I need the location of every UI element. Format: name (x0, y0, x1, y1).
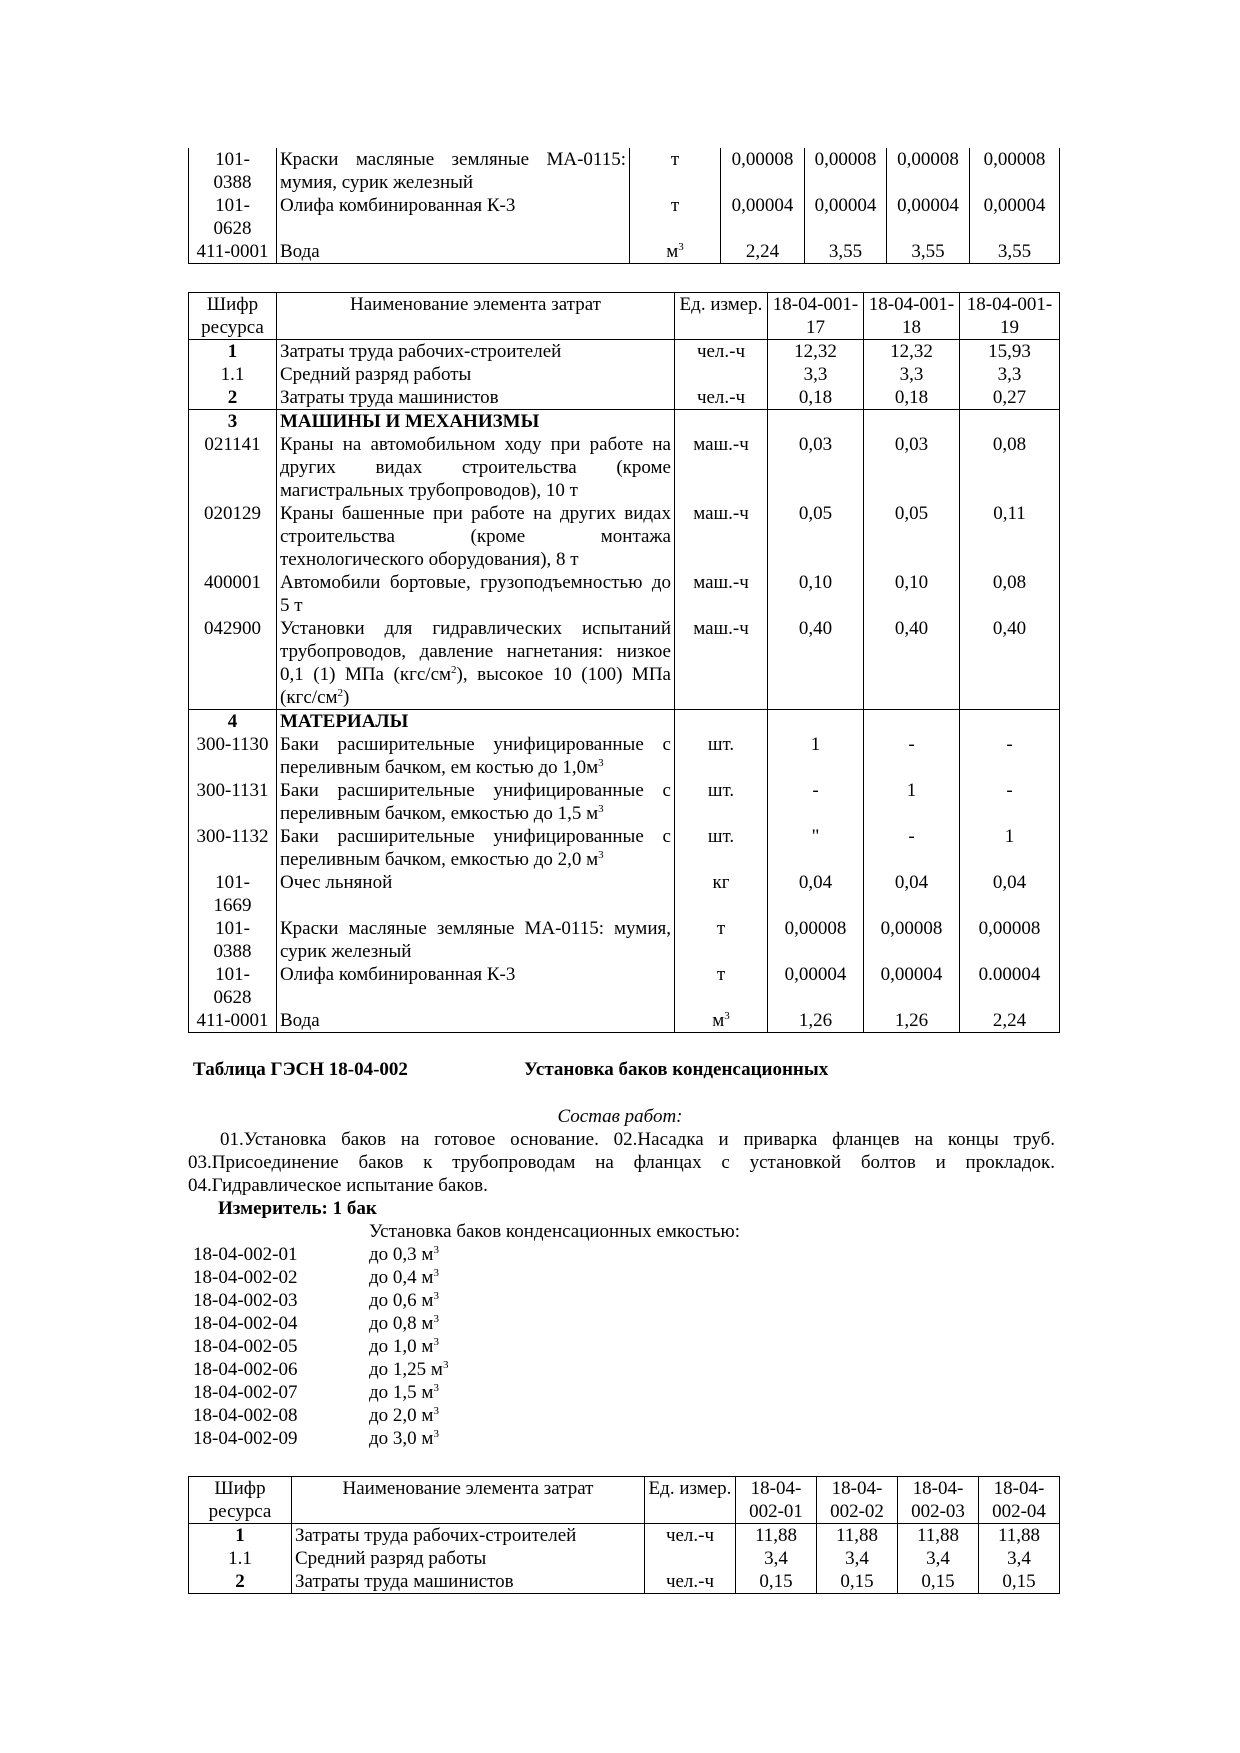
value-cell: 3,3 (960, 363, 1060, 386)
value-cell: 3,4 (979, 1547, 1060, 1570)
resource-code: 411-0001 (189, 240, 277, 264)
resource-name: Установки для гидравлических испытаний трубопроводов, давление нагнетания: низкое 0,1 (1) МПа $(кгс/см^2)$, высокое 10 (100) МПа $(кгс/см^2)$ (277, 617, 675, 710)
value-cell: 0,15 (817, 1570, 898, 1594)
resource-code: 1.1 (189, 1547, 292, 1570)
table-row (189, 917, 1060, 963)
unit-cell: $м^3$ (630, 240, 721, 264)
header-col: 18-04-002-02 (817, 1477, 898, 1524)
resource-code: 2 (189, 386, 277, 410)
value-cell: 0,18 (768, 386, 864, 410)
value-cell: - (960, 733, 1060, 779)
resource-code: 101- 0388 (189, 148, 277, 194)
resource-code: 020129 (189, 502, 277, 571)
value-cell: 0,04 (960, 871, 1060, 917)
resource-name: Краны башенные при работе на других видах строительства (кроме монтажа технологического оборудования), 8 т (277, 502, 675, 571)
value-cell: 0,15 (898, 1570, 979, 1594)
resource-code: 101- 0388 (189, 917, 277, 963)
unit-cell: маш.-ч (675, 433, 768, 502)
value-cell: 0,00004 (887, 194, 970, 240)
value-cell: 0,10 (768, 571, 864, 617)
value-cell: 0,00008 (960, 917, 1060, 963)
value-cell: 0,10 (864, 571, 960, 617)
value-cell: 0,00008 (805, 148, 887, 194)
value-cell: 3,55 (805, 240, 887, 264)
resource-name: Затраты труда рабочих-строителей (277, 340, 675, 364)
resource-name: Вода (277, 240, 630, 264)
table-row (189, 871, 1060, 917)
resource-table-top-fragment (188, 148, 1060, 264)
table-header-row (189, 1477, 1060, 1524)
section-row (189, 710, 1060, 734)
value-cell: 0,00008 (864, 917, 960, 963)
value-cell: 0,03 (864, 433, 960, 502)
value-cell: 3,4 (736, 1547, 817, 1570)
header-code: Шифр ресурса (189, 293, 277, 340)
table-row (189, 617, 1060, 710)
value-cell: 2,24 (960, 1009, 1060, 1033)
table-title: Таблица ГЭСН 18-04-002 (193, 1059, 408, 1080)
header-code: Шифр ресурса (189, 1477, 292, 1524)
resource-name: Затраты труда машинистов (277, 386, 675, 410)
header-unit: Ед. измер. (645, 1477, 736, 1524)
unit-cell: шт. (675, 733, 768, 779)
value-cell: 0,40 (960, 617, 1060, 710)
value-cell: 0,08 (960, 571, 1060, 617)
code-list (193, 1243, 448, 1450)
value-cell: 1 (960, 825, 1060, 871)
table-row (189, 733, 1060, 779)
list-item: 18-04-002-09 до 3,0 $м^3$ (193, 1428, 439, 1449)
table-row (189, 502, 1060, 571)
unit-cell: чел.-ч (645, 1524, 736, 1548)
header-col: 18-04-002-04 (979, 1477, 1060, 1524)
value-cell: 0,04 (768, 871, 864, 917)
resource-name: Краски масляные земляные МА-0115: мумия, сурик железный (277, 148, 630, 194)
resource-name: Олифа комбинированная К-3 (277, 963, 675, 1009)
resource-table-18-04-002 (188, 1476, 1060, 1594)
unit-cell: т (675, 963, 768, 1009)
value-cell: 1,26 (768, 1009, 864, 1033)
resource-code: 042900 (189, 617, 277, 710)
unit-cell (675, 363, 768, 386)
resource-code: 1.1 (189, 363, 277, 386)
value-cell: 1 (768, 733, 864, 779)
table-row (189, 240, 1060, 264)
value-cell: 2,24 (721, 240, 805, 264)
table-row (189, 1524, 1060, 1548)
table-row (189, 433, 1060, 502)
value-cell: 0,00004 (864, 963, 960, 1009)
resource-name: Затраты труда рабочих-строителей (292, 1524, 645, 1548)
table-row (189, 963, 1060, 1009)
value-cell: 0,18 (864, 386, 960, 410)
header-col: 18-04-001-19 (960, 293, 1060, 340)
table-row (189, 194, 1060, 240)
table-row (189, 1570, 1060, 1594)
resource-code: 1 (189, 340, 277, 364)
resource-code: 101- 0628 (189, 963, 277, 1009)
list-item: 18-04-002-03 до 0,6 $м^3$ (193, 1290, 439, 1311)
value-cell: 0,00004 (970, 194, 1060, 240)
value-cell: 11,88 (979, 1524, 1060, 1548)
resource-code: 1 (189, 1524, 292, 1548)
section-title: МАШИНЫ И МЕХАНИЗМЫ (277, 410, 675, 434)
value-cell: 0,04 (864, 871, 960, 917)
table-row (189, 825, 1060, 871)
value-cell: - (864, 825, 960, 871)
list-item: 18-04-002-01 до 0,3 $м^3$ (193, 1244, 439, 1265)
list-item: 18-04-002-02 до 0,4 $м^3$ (193, 1267, 439, 1288)
table-row (189, 363, 1060, 386)
value-cell: 0,00008 (721, 148, 805, 194)
value-cell: 0,11 (960, 502, 1060, 571)
unit-cell: чел.-ч (645, 1570, 736, 1594)
resource-code: 300-1132 (189, 825, 277, 871)
value-cell: 0,05 (768, 502, 864, 571)
table-row (189, 571, 1060, 617)
unit-cell: кг (675, 871, 768, 917)
section-code: 3 (189, 410, 277, 434)
header-col: 18-04-001-18 (864, 293, 960, 340)
resource-code: 101- 0628 (189, 194, 277, 240)
value-cell: " (768, 825, 864, 871)
value-cell: - (864, 733, 960, 779)
unit-cell: $м^3$ (675, 1009, 768, 1033)
value-cell: 0,08 (960, 433, 1060, 502)
header-name: Наименование элемента затрат (292, 1477, 645, 1524)
value-cell: 3,4 (817, 1547, 898, 1570)
resource-code: 400001 (189, 571, 277, 617)
value-cell: 1,26 (864, 1009, 960, 1033)
header-col: 18-04-002-01 (736, 1477, 817, 1524)
resource-code: 411-0001 (189, 1009, 277, 1033)
section-title: МАТЕРИАЛЫ (277, 710, 675, 734)
value-cell: 0,27 (960, 386, 1060, 410)
value-cell: 11,88 (736, 1524, 817, 1548)
value-cell: 3,55 (887, 240, 970, 264)
value-cell: 0.00004 (960, 963, 1060, 1009)
unit-cell: шт. (675, 825, 768, 871)
value-cell: 0,15 (979, 1570, 1060, 1594)
table-name: Установка баков конденсационных (524, 1059, 829, 1080)
unit-cell: маш.-ч (675, 571, 768, 617)
unit-cell: т (630, 194, 721, 240)
list-item: 18-04-002-06 до 1,25 $м^3$ (193, 1359, 449, 1380)
resource-code: 021141 (189, 433, 277, 502)
resource-table-18-04-001 (188, 292, 1060, 1033)
table-row (189, 340, 1060, 364)
unit-cell: т (675, 917, 768, 963)
section-code: 4 (189, 710, 277, 734)
table-row (189, 148, 1060, 194)
value-cell: 3,55 (970, 240, 1060, 264)
value-cell: 11,88 (898, 1524, 979, 1548)
value-cell: 11,88 (817, 1524, 898, 1548)
value-cell: 0,15 (736, 1570, 817, 1594)
resource-code: 101- 1669 (189, 871, 277, 917)
unit-cell: маш.-ч (675, 502, 768, 571)
resource-name: Баки расширительные унифицированные с переливным бачком, емкостью до 2,0 $м^3$ (277, 825, 675, 871)
section-row (189, 410, 1060, 434)
resource-name: Средний разряд работы (292, 1547, 645, 1570)
resource-name: Олифа комбинированная К-3 (277, 194, 630, 240)
value-cell: 3,3 (864, 363, 960, 386)
value-cell: 12,32 (864, 340, 960, 364)
unit-cell: чел.-ч (675, 386, 768, 410)
value-cell: 1 (864, 779, 960, 825)
table-header-row (189, 293, 1060, 340)
resource-code: 300-1130 (189, 733, 277, 779)
value-cell: 0,00004 (805, 194, 887, 240)
unit-cell: маш.-ч (675, 617, 768, 710)
measure-unit: Измеритель: 1 бак (218, 1198, 377, 1219)
composition-title: Состав работ: (557, 1106, 683, 1127)
value-cell: 0,05 (864, 502, 960, 571)
value-cell: - (960, 779, 1060, 825)
value-cell: 15,93 (960, 340, 1060, 364)
table-row (189, 386, 1060, 410)
resource-name: Средний разряд работы (277, 363, 675, 386)
resource-name: Затраты труда машинистов (292, 1570, 645, 1594)
value-cell: 0,40 (768, 617, 864, 710)
unit-cell: чел.-ч (675, 340, 768, 364)
value-cell: 0,00004 (721, 194, 805, 240)
value-cell: 3,4 (898, 1547, 979, 1570)
resource-name: Краны на автомобильном ходу при работе на других видах строительства (кроме магистральных трубопроводов), 10 т (277, 433, 675, 502)
value-cell: 0,40 (864, 617, 960, 710)
resource-name: Баки расширительные унифицированные с переливным бачком, емкостью до 1,5 $м^3$ (277, 779, 675, 825)
resource-code: 2 (189, 1570, 292, 1594)
unit-cell: шт. (675, 779, 768, 825)
header-col: 18-04-002-03 (898, 1477, 979, 1524)
value-cell: 0,00008 (970, 148, 1060, 194)
value-cell: 0,00004 (768, 963, 864, 1009)
table-row (189, 779, 1060, 825)
list-heading: Установка баков конденсационных емкостью: (369, 1221, 740, 1242)
resource-name: Краски масляные земляные МА-0115: мумия, сурик железный (277, 917, 675, 963)
header-name: Наименование элемента затрат (277, 293, 675, 340)
value-cell: 0,00008 (768, 917, 864, 963)
resource-code: 300-1131 (189, 779, 277, 825)
resource-name: Очес льняной (277, 871, 675, 917)
list-item: 18-04-002-04 до 0,8 $м^3$ (193, 1313, 439, 1334)
table-row (189, 1547, 1060, 1570)
composition-text: 01.Установка баков на готовое основание. 02.Насадка и приварка фланцев на концы труб. 03.Присоединение баков к трубопроводам на фланцах с установкой болтов и прокладок. 04.Гидравлическое испытание баков. (188, 1129, 1055, 1196)
header-col: 18-04-001-17 (768, 293, 864, 340)
value-cell: 12,32 (768, 340, 864, 364)
list-item: 18-04-002-07 до 1,5 $м^3$ (193, 1382, 439, 1403)
resource-name: Баки расширительные унифицированные с переливным бачком, ем костью до $1,0м^3$ (277, 733, 675, 779)
value-cell: - (768, 779, 864, 825)
value-cell: 0,03 (768, 433, 864, 502)
list-item: 18-04-002-08 до 2,0 $м^3$ (193, 1405, 439, 1426)
table-row (189, 1009, 1060, 1033)
value-cell: 0,00008 (887, 148, 970, 194)
header-unit: Ед. измер. (675, 293, 768, 340)
resource-name: Автомобили бортовые, грузоподъемностью до 5 т (277, 571, 675, 617)
list-item: 18-04-002-05 до 1,0 $м^3$ (193, 1336, 439, 1357)
unit-cell: т (630, 148, 721, 194)
value-cell: 3,3 (768, 363, 864, 386)
resource-name: Вода (277, 1009, 675, 1033)
unit-cell (645, 1547, 736, 1570)
